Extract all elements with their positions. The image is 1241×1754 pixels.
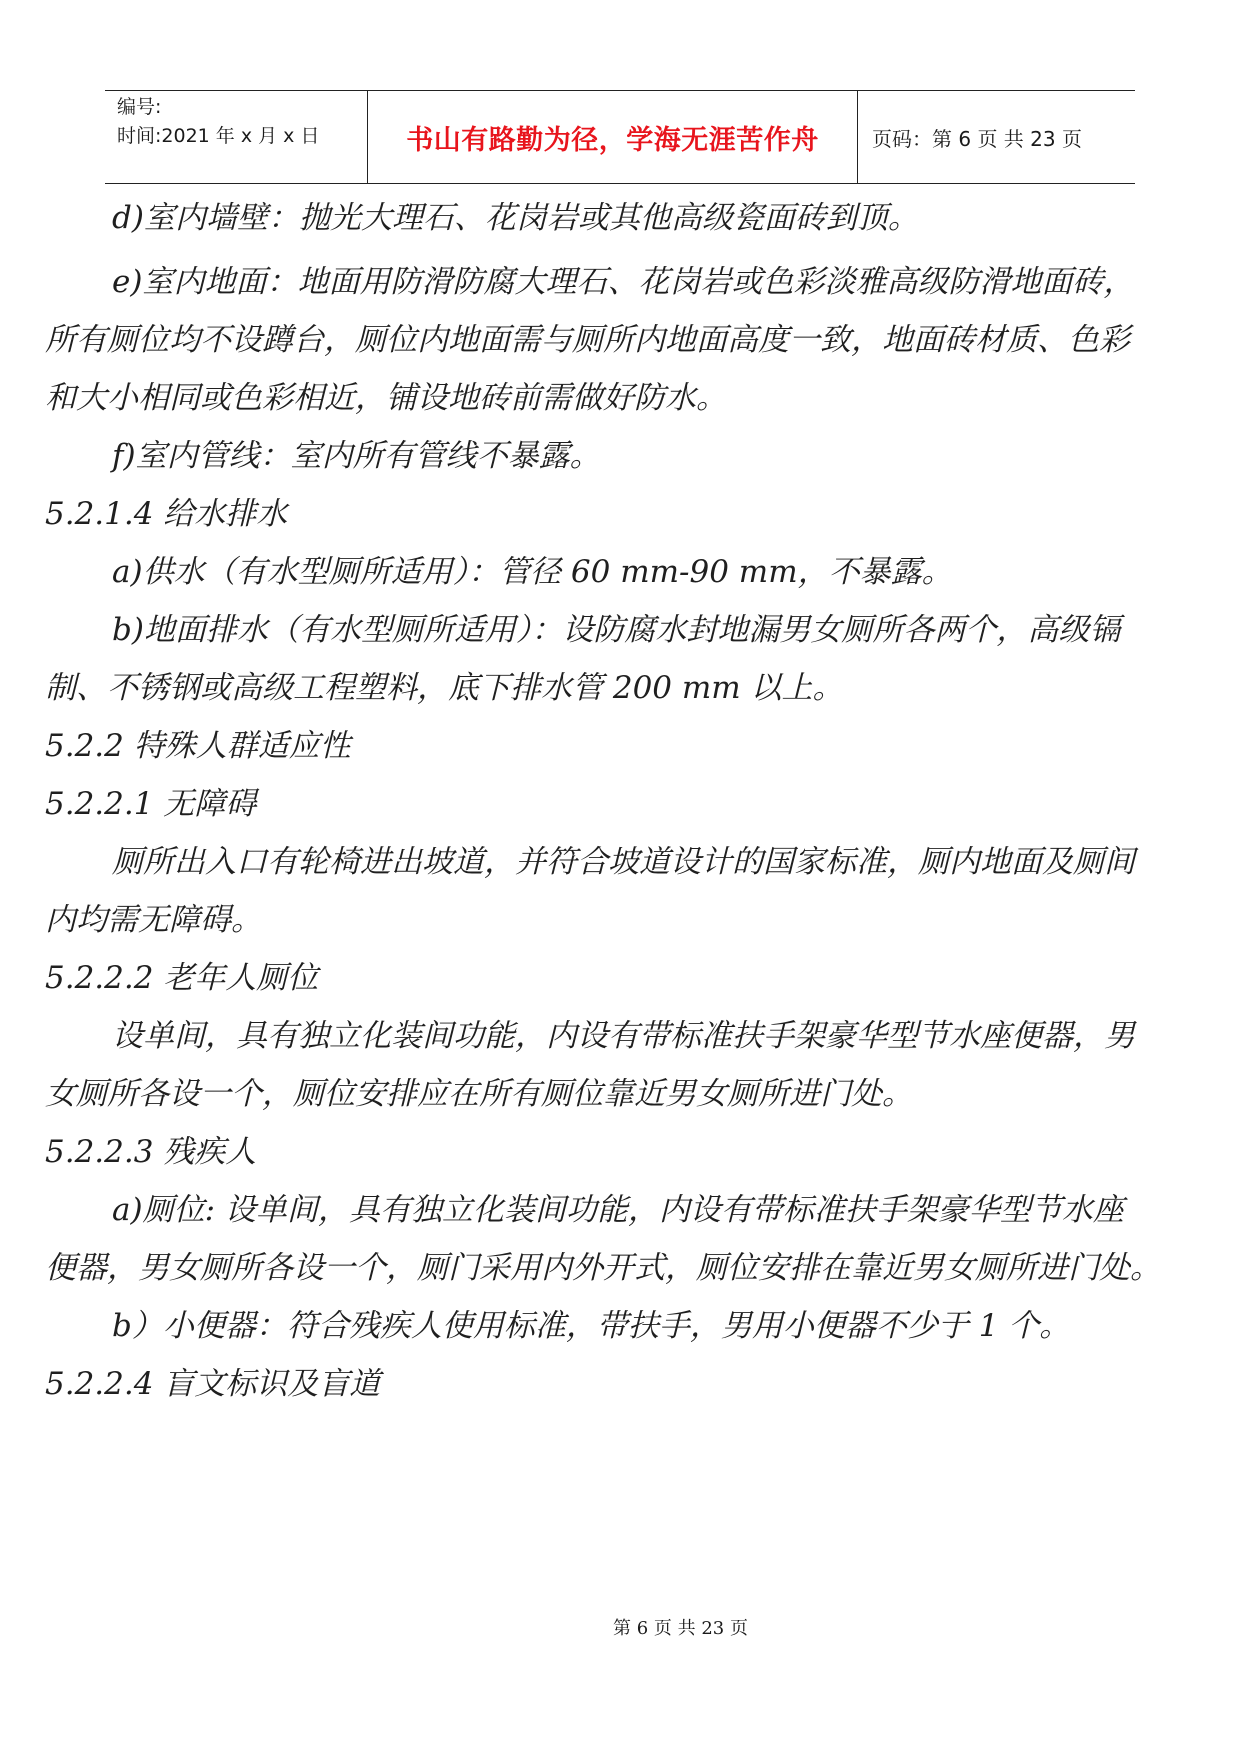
body-line: b）小便器：符合残疾人使用标准，带扶手，男用小便器不少于 1 个。: [112, 1308, 1071, 1344]
section-heading: 5.2.2.3 残疾人: [45, 1134, 257, 1170]
document-time-label: 时间:2021 年 x 月 x 日: [117, 125, 320, 147]
section-heading: 5.2.2.1 无障碍: [45, 786, 257, 822]
body-line: 所有厕位均不设蹲台，厕位内地面需与厕所内地面高度一致，地面砖材质、色彩: [45, 322, 1130, 358]
body-line: a)供水（有水型厕所适用）：管径 60 mm-90 mm，不暴露。: [112, 554, 953, 590]
document-number-label: 编号:: [117, 96, 162, 118]
body-line: 便器，男女厕所各设一个，厕门采用内外开式，厕位安排在靠近男女厕所进门处。: [45, 1250, 1161, 1286]
header-info-cell: [105, 91, 368, 183]
section-heading: 5.2.1.4 给水排水: [45, 496, 288, 532]
page-header: [105, 90, 1135, 184]
body-line: 制、不锈钢或高级工程塑料，底下排水管 200 mm 以上。: [45, 670, 844, 706]
body-line: d)室内墙壁：抛光大理石、花岗岩或其他高级瓷面砖到顶。: [112, 200, 919, 236]
body-line: a)厕位: 设单间，具有独立化装间功能，内设有带标准扶手架豪华型节水座: [112, 1192, 1124, 1228]
section-heading: 5.2.2.4 盲文标识及盲道: [45, 1366, 381, 1402]
section-heading: 5.2.2 特殊人群适应性: [45, 728, 351, 764]
header-motto: 书山有路勤为径，学海无涯苦作舟: [406, 124, 819, 156]
body-line: 厕所出入口有轮椅进出坡道，并符合坡道设计的国家标准，厕内地面及厕间: [112, 844, 1135, 880]
header-page-cell: [858, 91, 1135, 183]
body-line: 和大小相同或色彩相近，铺设地砖前需做好防水。: [45, 380, 727, 416]
page-footer: 第 6 页 共 23 页: [613, 1618, 748, 1639]
section-heading: 5.2.2.2 老年人厕位: [45, 960, 319, 996]
body-line: f)室内管线：室内所有管线不暴露。: [112, 438, 601, 474]
body-line: 内均需无障碍。: [45, 902, 262, 938]
body-line: e)室内地面：地面用防滑防腐大理石、花岗岩或色彩淡雅高级防滑地面砖，: [112, 264, 1135, 300]
header-page-number: 页码：第 6 页 共 23 页: [872, 126, 1082, 151]
body-line: 女厕所各设一个，厕位安排应在所有厕位靠近男女厕所进门处。: [45, 1076, 913, 1112]
header-motto-cell: [368, 91, 858, 183]
body-line: b)地面排水（有水型厕所适用）：设防腐水封地漏男女厕所各两个，高级镉: [112, 612, 1121, 648]
body-line: 设单间，具有独立化装间功能，内设有带标准扶手架豪华型节水座便器，男: [112, 1018, 1135, 1054]
